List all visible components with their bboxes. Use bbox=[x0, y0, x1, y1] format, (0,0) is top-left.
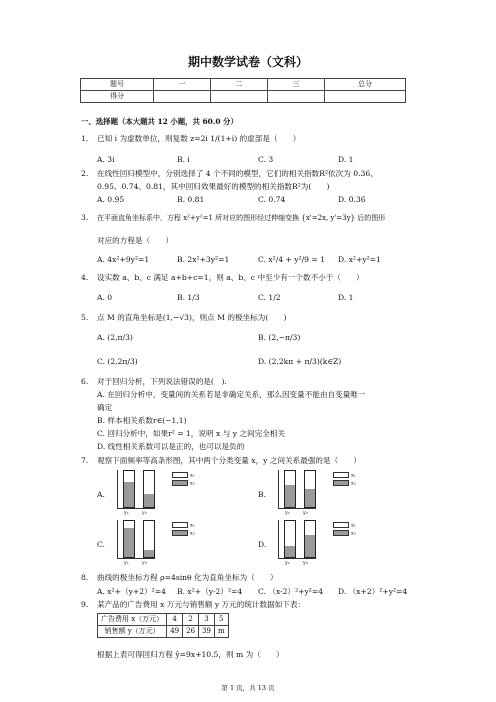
table-cell: 39 bbox=[199, 626, 215, 638]
bar-segment-x2 bbox=[305, 535, 315, 557]
question-8 bbox=[81, 573, 416, 582]
option: A. 0.95 bbox=[97, 195, 125, 204]
stacked-bar bbox=[284, 520, 296, 558]
option: D. (2,2kπ + π/3)(k∈Z) bbox=[258, 357, 342, 366]
score-header: 总分 bbox=[325, 79, 406, 91]
score-cell bbox=[268, 91, 325, 103]
question-2 bbox=[81, 169, 416, 178]
question-text-cont: 根据上表可得回归方程 ŷ=9x+10.5，则 m 为（ ） bbox=[97, 650, 284, 659]
table-cell: 2 bbox=[183, 614, 199, 626]
option: C. 3 bbox=[258, 155, 274, 164]
table-cell: 销售额 y（万元） bbox=[98, 626, 167, 638]
option: D. 1 bbox=[338, 293, 354, 302]
table-cell: 广告费用 x（万元） bbox=[98, 614, 167, 626]
tick-label: y₂ bbox=[303, 560, 308, 566]
score-cell bbox=[211, 91, 268, 103]
question-number: 3. bbox=[81, 213, 89, 222]
option: B. 2x²+3y²=1 bbox=[177, 255, 230, 264]
option: A. 3i bbox=[97, 155, 115, 164]
legend-label: x₁ bbox=[351, 522, 356, 529]
tick-label: y₁ bbox=[124, 560, 129, 566]
option: C. 0.74 bbox=[258, 195, 286, 204]
stacked-bar bbox=[123, 470, 135, 508]
question-text: 曲线的极坐标方程 ρ=4sinθ 化为直角坐标为（ ） bbox=[97, 573, 278, 582]
legend-label: x₁ bbox=[190, 522, 195, 529]
question-text: 某产品的广告费用 x 万元与销售额 y 万元的统计数据如下表： bbox=[97, 600, 306, 609]
option: B. 样本相关系数r∈(−1,1) bbox=[97, 416, 187, 425]
question-number: 2. bbox=[81, 169, 89, 178]
chart-option-label: C. bbox=[97, 540, 105, 549]
tick-label: y₁ bbox=[285, 560, 290, 566]
score-cell bbox=[325, 91, 406, 103]
table-cell: m bbox=[214, 626, 228, 638]
option: A. 4x²+9y²=1 bbox=[97, 255, 150, 264]
bar-segment-x1 bbox=[144, 471, 154, 494]
tick-label: y₂ bbox=[142, 560, 147, 566]
question-number: 9. bbox=[81, 600, 89, 609]
bar-segment-x1 bbox=[305, 521, 315, 535]
question-number: 8. bbox=[81, 573, 89, 582]
option: B. 0.81 bbox=[177, 195, 205, 204]
legend-swatch bbox=[172, 480, 188, 486]
bar-segment-x2 bbox=[124, 482, 134, 507]
chart-legend bbox=[172, 522, 195, 537]
option-cont: 确定 bbox=[97, 403, 113, 412]
score-header: 题号 bbox=[81, 79, 154, 91]
option: B. i bbox=[177, 155, 190, 164]
legend-swatch bbox=[172, 522, 188, 528]
score-header: 一 bbox=[154, 79, 211, 91]
tick-label: y₁ bbox=[285, 510, 290, 516]
option: A. 在回归分析中，变量间的关系若是非确定关系，那么因变量不能由自变量唯一 bbox=[97, 390, 366, 399]
stacked-bar bbox=[143, 520, 155, 558]
question-text: 点 M 的直角坐标是(1,−√3)，则点 M 的极坐标为( ) bbox=[97, 313, 287, 322]
legend-swatch bbox=[172, 530, 188, 536]
bar-segment-x1 bbox=[124, 521, 134, 528]
bar-segment-x1 bbox=[124, 471, 134, 482]
stacked-bar-chart bbox=[117, 470, 155, 509]
question-text: 对于回归分析，下列说法错误的是( ). bbox=[97, 377, 227, 386]
option: B. x²+（y-2）²=4 bbox=[177, 587, 243, 596]
question-text: 设实数 a、b、c 满足 a+b+c=1，则 a、b、c 中至少有一个数不小于（ ） bbox=[97, 273, 364, 282]
question-number: 5. bbox=[81, 313, 89, 322]
question-text-cont: 对应的方程是（ ） bbox=[97, 236, 173, 245]
bar-segment-x2 bbox=[305, 489, 315, 507]
table-cell: 5 bbox=[214, 614, 228, 626]
option: A. (2,π/3) bbox=[97, 333, 133, 342]
question-text: 在平面直角坐标系中，方程 x²+y²=1 所对应的图形经过伸缩变换 {x'=2x, y'=3y} 后的图形 bbox=[97, 214, 386, 222]
score-cell bbox=[154, 91, 211, 103]
question-9 bbox=[81, 600, 416, 609]
chart-legend bbox=[172, 472, 195, 487]
option: C. 回归分析中，如果r² = 1，说明 x 与 y 之间完全相关 bbox=[97, 429, 285, 438]
option: D. （x+2）²+y²=4 bbox=[338, 587, 408, 596]
score-table bbox=[80, 78, 406, 103]
legend-swatch bbox=[333, 522, 349, 528]
stacked-bar bbox=[284, 470, 296, 508]
tick-label: y₂ bbox=[303, 510, 308, 516]
question-5 bbox=[81, 313, 416, 322]
option: A. x²+（y+2）²=4 bbox=[97, 587, 166, 596]
question-text: 在线性回归模型中，分别选择了 4 个不同的模型，它们的相关指数R²依次为 0.36、 bbox=[97, 169, 378, 178]
question-number: 1. bbox=[81, 134, 89, 143]
bar-segment-x1 bbox=[285, 521, 295, 546]
option: C. 1/2 bbox=[258, 293, 281, 302]
option: D. 线性相关系数可以是正的，也可以是负的 bbox=[97, 442, 245, 451]
option: D. 1 bbox=[338, 155, 354, 164]
chart-option-label: A. bbox=[97, 490, 105, 499]
option: B. 1/3 bbox=[177, 293, 200, 302]
option: D. x²+y²=1 bbox=[338, 255, 381, 264]
table-cell: 3 bbox=[199, 614, 215, 626]
stacked-bar bbox=[304, 520, 316, 558]
question-6 bbox=[81, 377, 416, 386]
bar-segment-x2 bbox=[124, 528, 134, 557]
bar-segment-x2 bbox=[285, 485, 295, 507]
bar-segment-x2 bbox=[144, 494, 154, 507]
question-text-cont: 0.95、0.74、0.81，其中回归效果最好的模型的相关指数R²为( ) bbox=[97, 182, 330, 191]
score-header: 二 bbox=[211, 79, 268, 91]
score-header: 三 bbox=[268, 79, 325, 91]
legend-swatch bbox=[333, 480, 349, 486]
legend-label: x₂ bbox=[190, 480, 195, 486]
option: C. （x-2）²+y²=4 bbox=[258, 587, 324, 596]
question-1 bbox=[81, 134, 416, 143]
option: C. (2,2π/3) bbox=[97, 357, 138, 366]
legend-label: x₁ bbox=[190, 472, 195, 479]
option: D. 0.36 bbox=[338, 195, 366, 204]
bar-segment-x2 bbox=[144, 550, 154, 557]
question-7 bbox=[81, 456, 416, 465]
chart-option-label: D. bbox=[258, 540, 267, 549]
bar-segment-x1 bbox=[144, 521, 154, 550]
tick-label: y₂ bbox=[142, 510, 147, 516]
chart-legend bbox=[333, 472, 356, 487]
stacked-bar-chart bbox=[278, 520, 316, 559]
option: C. x²/4 + y²/9 = 1 bbox=[258, 255, 326, 264]
question-text: 已知 i 为虚数单位，则复数 z=2i 1/(1+i) 的虚部是（ ） bbox=[97, 134, 301, 143]
ad-sales-table bbox=[97, 613, 229, 638]
option: B. (2,−π/3) bbox=[258, 333, 301, 342]
stacked-bar bbox=[123, 520, 135, 558]
stacked-bar bbox=[143, 470, 155, 508]
stacked-bar-chart bbox=[278, 470, 316, 509]
tick-label: y₁ bbox=[124, 510, 129, 516]
section-title: 一、选择题（本大题共 12 小题，共 60.0 分） bbox=[81, 117, 238, 126]
question-number: 6. bbox=[81, 377, 89, 386]
legend-swatch bbox=[333, 472, 349, 478]
stacked-bar bbox=[304, 470, 316, 508]
stacked-bar-chart bbox=[117, 520, 155, 559]
bar-segment-x1 bbox=[305, 471, 315, 489]
page-footer: 第 1 页，共 13 页 bbox=[221, 684, 275, 692]
bar-segment-x1 bbox=[285, 471, 295, 485]
question-4 bbox=[81, 273, 416, 282]
table-cell: 49 bbox=[167, 626, 183, 638]
option: A. 0 bbox=[97, 293, 113, 302]
chart-legend bbox=[333, 522, 356, 537]
table-cell: 26 bbox=[183, 626, 199, 638]
legend-swatch bbox=[333, 530, 349, 536]
question-number: 7. bbox=[81, 456, 89, 465]
legend-swatch bbox=[172, 472, 188, 478]
bar-segment-x2 bbox=[285, 546, 295, 557]
score-row-label: 得分 bbox=[81, 91, 154, 103]
question-text: 观察下面频率等高条形图，其中两个分类变量 x，y 之间关系最强的是（ ） bbox=[97, 456, 361, 465]
question-3 bbox=[81, 213, 416, 223]
legend-label: x₁ bbox=[351, 472, 356, 479]
chart-option-label: B. bbox=[258, 490, 266, 499]
page-title: 期中数学试卷（文科） bbox=[187, 55, 308, 69]
legend-label: x₂ bbox=[351, 530, 356, 536]
legend-label: x₂ bbox=[351, 480, 356, 486]
legend-label: x₂ bbox=[190, 530, 195, 536]
table-cell: 4 bbox=[167, 614, 183, 626]
question-number: 4. bbox=[81, 273, 89, 282]
